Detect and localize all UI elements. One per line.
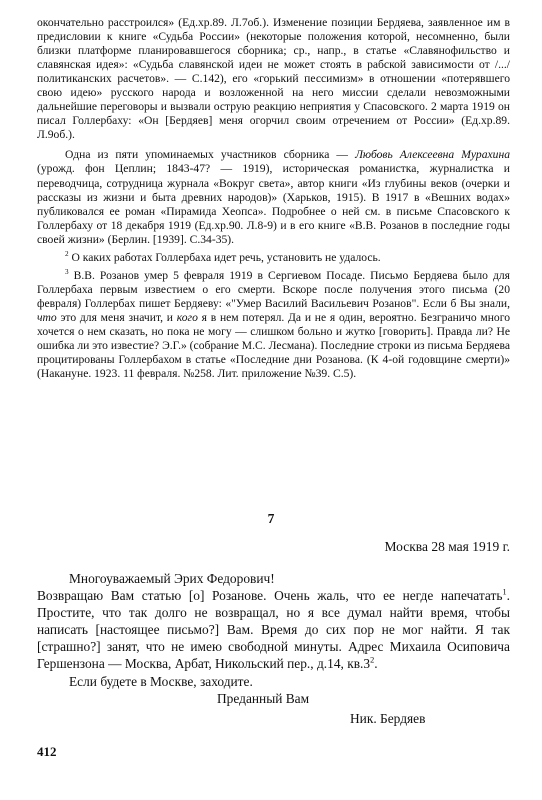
footnote-text: я в нем потерял. Да и не я один, вероятно. Безграничо много хочется о нем сказать, но пока не могу — слишком больно и жутко [говорить]. Правда ли? Не ошибка ли это известие? Э.Г.» (собрание М.С. Лесмана). Последние строки из письма Бердяева процитированы Голлербахом в статье «Последние дни Розанова. (К 4-ой годовщине смерти)» (Накануне. 1923. 11 февраля. №258. Лит. приложение №39. С.5).	[37, 310, 510, 381]
footnote-mark: 2	[65, 249, 69, 258]
page-number: 412	[37, 744, 57, 759]
note-text: (урожд. фон Цеплин; 1843-47? — 1919), историческая романистка, журналистка и переводчица, сотрудница журнала «Вокруг света», автор книги «Из глубины веков (очерки и рассказы из жизни и быта древних народов)» (Харьков, 1915). В 1917 в «Вешних водах» публиковался ее роман «Пирамида Хеопса». Подробнее о ней см. в письме Спасовского к Голлербаху от 18 декабря 1919 (Ед.хр.90. Л.8-9) и в его книге «В.В. Розанов в последние годы своей жизни» (Берлин. [1939]. С.34-35).	[37, 162, 510, 246]
commentary-notes	[37, 16, 510, 381]
letter-text: . Простите, что так долго не возвращал, но я все думал найти время, чтобы написать [настоящее письмо?] Вам. Время до сих пор не мог найти. Я так [страшно?] занят, что не имею свободной минуты. Адрес Михаила Осиповича Гершензона — Москва, Арбат, Никольский пер., д.14, кв.3	[37, 588, 510, 672]
footnote-italic: кого	[176, 310, 198, 324]
letter-paragraph	[37, 587, 510, 672]
note-paragraph: окончательно расстроился» (Ед.хр.89. Л.7об.). Изменение позиции Бердяева, заявленное им в предисловии к книге «Судьба России» (некоторые положения которой, несомненно, были близки платформе планировавшегося сборника; ср., напр., в статье «Славянофильство и славянская идея»: «Судьба славянской идеи не может стоять в рабской зависимости от /.../ политиканских расчетов». — С.142), его «горький пессимизм» в отношении «потерявшего свою идею» русского народа и возложенной на него миссии сделали невозможными дальнейшие переговоры и вызвали острую реакцию неприятия у Спасовского. 2 марта 1919 он писал Голлербаху: «Он [Бердяев] меня огорчил своим отречением от России» (Ед.хр.89. Л.9об.).	[37, 16, 510, 142]
letter-valediction: Преданный Вам	[217, 690, 310, 706]
letter-signature: Ник. Бердяев	[350, 710, 426, 726]
letter-closing: Если будете в Москве, заходите.	[69, 673, 253, 689]
letter-number: 7	[267, 511, 275, 526]
note-text: Одна из пяти упоминаемых участников сборника —	[65, 148, 356, 162]
letter-text: Возвращаю Вам статью [о] Розанове. Очень жаль, что ее негде напечатать	[37, 588, 503, 604]
footnote-text: О каких работах Голлербаха идет речь, установить не удалось.	[68, 250, 381, 264]
note-ref: 2	[370, 656, 375, 665]
letter-date: Москва 28 мая 1919 г.	[384, 539, 510, 554]
footnote-3	[37, 269, 510, 381]
footnote-text: это для меня значит, и	[56, 310, 177, 324]
footnote-2	[37, 251, 510, 265]
note-paragraph	[37, 148, 510, 246]
footnote-mark: 3	[65, 267, 69, 276]
letter-salutation: Многоуважаемый Эрих Федорович!	[69, 571, 275, 586]
letter-body	[37, 570, 510, 727]
note-ref: 1	[502, 587, 507, 597]
footnote-italic: что	[37, 310, 57, 324]
footnote-text: В.В. Розанов умер 5 февраля 1919 в Сергиевом Посаде. Письмо Бердяева было для Голлербаха первым известием о его смерти. Вскоре после получения этого письма (20 февраля) Голлербах пишет Бердяеву: «"Умер Василий Васильевич Розанов". Если б Вы знали,	[37, 268, 510, 310]
letter-text: .	[374, 656, 378, 672]
note-italic-name: Любовь Алексеевна Мурахина	[355, 148, 510, 162]
